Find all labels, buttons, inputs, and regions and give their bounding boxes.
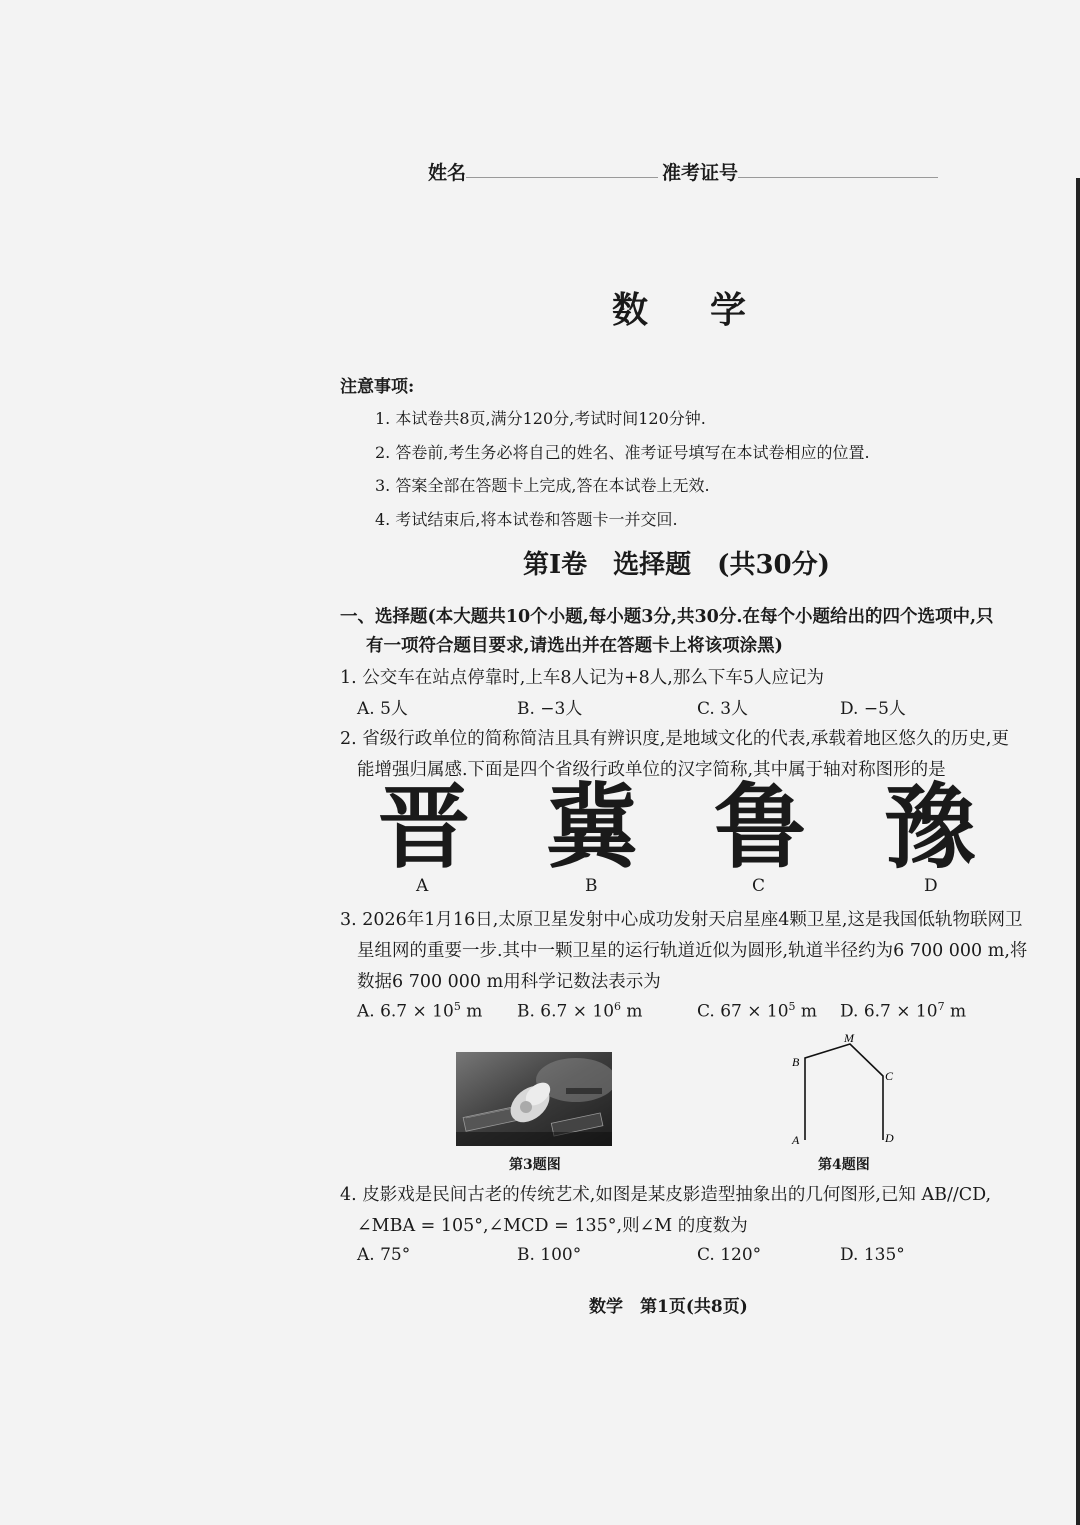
q4-option-d: D. 135° (840, 1245, 905, 1265)
q3-option-b-exp: 6 (614, 1000, 622, 1013)
q2-letter-c: C (752, 876, 766, 896)
q1-option-b: B. −3人 (517, 699, 583, 719)
q2-char-yu: 豫 (884, 774, 977, 881)
exam-id-line (738, 177, 938, 178)
q3-option-b-base: B. 6.7 × 10 (517, 1001, 615, 1022)
q3-option-a-exp: 5 (453, 1000, 461, 1013)
notice-item-3: 3. 答案全部在答题卡上完成,答在本试卷上无效. (375, 476, 710, 495)
q2-char-lu: 鲁 (714, 774, 807, 881)
q2-letter-a: A (416, 876, 429, 896)
q3-option-b-unit: m (621, 1001, 643, 1022)
name-line (466, 177, 658, 178)
q4-option-a: A. 75° (357, 1245, 411, 1265)
fig3-caption: 第3题图 (509, 1157, 561, 1173)
notice-item-4: 4. 考试结束后,将本试卷和答题卡一并交回. (375, 510, 678, 529)
q3-option-c-base: C. 67 × 10 (697, 1001, 789, 1022)
point-d-label: D (885, 1131, 894, 1145)
right-edge-border (1076, 178, 1080, 1525)
q2-stem-line2: 能增强归属感.下面是四个省级行政单位的汉字简称,其中属于轴对称图形的是 (357, 760, 946, 780)
q3-option-d-exp: 7 (937, 1000, 945, 1013)
exam-id-label: 准考证号 (662, 162, 739, 184)
part1-instructions-line1: 一、选择题(本大题共10个小题,每小题3分,共30分.在每个小题给出的四个选项中,只 (340, 607, 994, 627)
name-label: 姓名 (428, 162, 467, 184)
page-title: 数学 (612, 289, 809, 331)
q2-char-jin: 晋 (378, 774, 471, 881)
q4-option-c: C. 120° (697, 1245, 762, 1265)
q3-option-c-unit: m (795, 1001, 818, 1022)
q3-stem-line3: 数据6 700 000 m用科学记数法表示为 (357, 972, 661, 992)
q3-stem-line1: 3. 2026年1月16日,太原卫星发射中心成功发射天启星座4颗卫星,这是我国低轨物联网卫 (340, 910, 1023, 930)
q3-option-c (697, 1000, 817, 1022)
q3-option-c-exp: 5 (788, 1000, 796, 1013)
section-title: 第Ⅰ卷 选择题 (共30分) (523, 550, 830, 580)
point-m-label: M (844, 1031, 854, 1045)
q1-option-d: D. −5人 (840, 699, 906, 719)
q4-geometry-figure (788, 1028, 898, 1150)
q3-stem-line2: 星组网的重要一步.其中一颗卫星的运行轨道近似为圆形,轨道半径约为6 700 000 m,将 (357, 941, 1028, 961)
q2-letter-d: D (924, 876, 938, 896)
point-b-label: B (792, 1055, 800, 1069)
point-a-label: A (792, 1133, 800, 1147)
q1-option-a: A. 5人 (357, 699, 408, 719)
q4-stem-line2: ∠MBA = 105°,∠MCD = 135°,则∠M 的度数为 (357, 1216, 748, 1236)
q2-letter-b: B (585, 876, 598, 896)
part1-instructions-line2: 有一项符合题目要求,请选出并在答题卡上将该项涂黑) (366, 636, 783, 656)
q4-option-b: B. 100° (517, 1245, 582, 1265)
notice-item-1: 1. 本试卷共8页,满分120分,考试时间120分钟. (375, 409, 706, 428)
point-c-label: C (885, 1069, 894, 1083)
q3-option-d-base: D. 6.7 × 10 (840, 1001, 938, 1022)
q4-stem-line1: 4. 皮影戏是民间古老的传统艺术,如图是某皮影造型抽象出的几何图形,已知 AB//CD, (340, 1185, 992, 1205)
q1-stem: 1. 公交车在站点停靠时,上车8人记为+8人,那么下车5人应记为 (340, 668, 824, 688)
notice-heading: 注意事项: (340, 377, 415, 397)
q2-char-ji: 冀 (546, 774, 639, 881)
q3-option-a (357, 1000, 482, 1022)
page-footer: 数学 第1页(共8页) (589, 1297, 748, 1317)
notice-item-2: 2. 答卷前,考生务必将自己的姓名、准考证号填写在本试卷相应的位置. (375, 443, 870, 462)
q3-option-d-unit: m (944, 1001, 967, 1022)
q2-stem-line1: 2. 省级行政单位的简称简洁且具有辨识度,是地域文化的代表,承载着地区悠久的历史,更 (340, 729, 1009, 749)
q3-option-b (517, 1000, 643, 1022)
satellite-photo (456, 1052, 612, 1146)
q1-option-c: C. 3人 (697, 699, 749, 719)
q3-option-a-unit: m (460, 1001, 483, 1022)
fig4-caption: 第4题图 (818, 1157, 870, 1173)
q3-option-a-base: A. 6.7 × 10 (357, 1001, 454, 1022)
q3-option-d (840, 1000, 966, 1022)
